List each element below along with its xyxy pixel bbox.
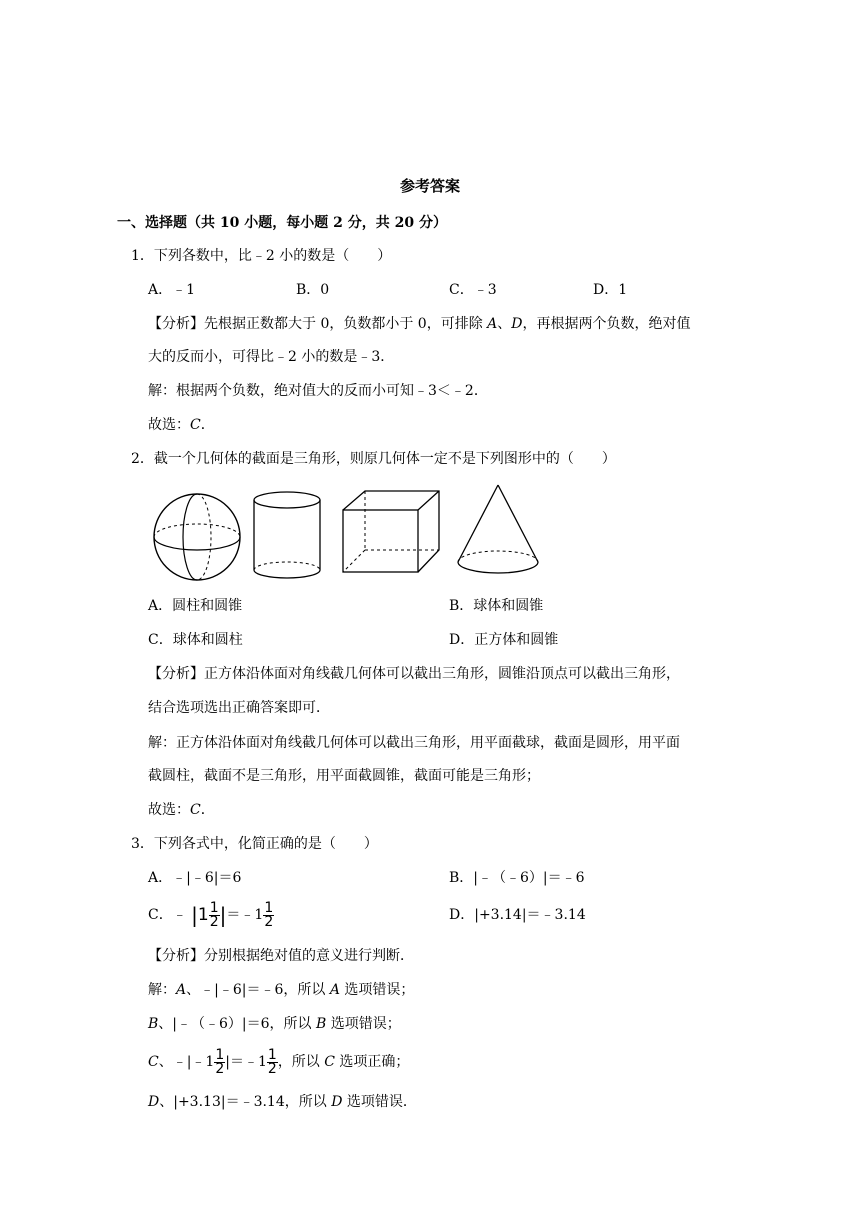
q2-option-a: A．圆柱和圆锥 <box>148 598 243 614</box>
cone-figure <box>454 482 542 578</box>
cylinder-figure <box>250 490 326 582</box>
q3-solution-a: 解：A、﹣|﹣6|＝﹣6，所以 A 选项错误； <box>148 982 415 998</box>
q3-solution-b: B、|﹣（﹣6）|＝6，所以 B 选项错误； <box>148 1016 401 1032</box>
sphere-figure <box>150 492 246 582</box>
q2-solution-line2: 截圆柱，截面不是三角形，用平面截圆锥，截面可能是三角形； <box>148 768 540 784</box>
q1-stem: 1．下列各数中，比﹣2 小的数是（ ） <box>131 248 392 264</box>
section-heading: 一、选择题（共 10 小题，每小题 2 分，共 20 分） <box>117 215 447 231</box>
q2-option-b: B．球体和圆锥 <box>449 598 544 614</box>
fraction: $\frac{1}{2}$ <box>209 899 219 930</box>
q1-option-a: A．﹣1 <box>148 282 196 298</box>
cube-figure <box>340 488 444 576</box>
q2-stem: 2．截一个几何体的截面是三角形，则原几何体一定不是下列图形中的（ ） <box>131 451 616 467</box>
q2-analysis-line2: 结合选项选出正确答案即可． <box>148 700 330 716</box>
q3-option-a: A．﹣|﹣6|＝6 <box>148 870 242 886</box>
q1-answer: 故选：C． <box>148 417 215 433</box>
q3-option-c: C．﹣ |1 $\frac{1}{2}$ |＝﹣1 $\frac{1}{2}$ <box>148 899 274 930</box>
page-title: 参考答案 <box>399 177 460 195</box>
q2-option-c: C．球体和圆柱 <box>148 632 243 648</box>
q1-option-d: D．1 <box>593 282 628 298</box>
fraction: $\frac{1}{2}$ <box>267 1046 277 1077</box>
q2-option-d: D．正方体和圆锥 <box>449 632 559 648</box>
q1-option-b: B．0 <box>296 282 330 298</box>
q2-solution-line1: 解：正方体沿体面对角线截几何体可以截出三角形，用平面截球，截面是圆形，用平面 <box>148 735 680 751</box>
q1-option-c: C．﹣3 <box>449 282 497 298</box>
q3-option-b: B．|﹣（﹣6）|＝﹣6 <box>449 870 585 886</box>
q3-analysis: 【分析】分别根据绝对值的意义进行判断． <box>148 948 414 964</box>
fraction: $\frac{1}{2}$ <box>264 899 274 930</box>
q3-solution-c: C、﹣|﹣1 $\frac{1}{2}$ |＝﹣1 $\frac{1}{2}$ ，所以 C 选项正确； <box>148 1046 410 1077</box>
fraction: $\frac{1}{2}$ <box>215 1046 225 1077</box>
q2-answer: 故选：C． <box>148 802 215 818</box>
q3-stem: 3．下列各式中，化简正确的是（ ） <box>131 836 378 852</box>
q3-option-d: D．|+3.14|＝﹣3.14 <box>449 907 586 923</box>
q1-analysis-line2: 大的反而小，可得比﹣2 小的数是﹣3． <box>148 349 395 365</box>
q3-solution-d: D、|+3.13|＝﹣3.14，所以 D 选项错误． <box>148 1094 417 1110</box>
q1-analysis-line1: 【分析】先根据正数都大于 0，负数都小于 0，可排除 A、D，再根据两个负数，绝对值 <box>148 316 691 332</box>
q1-solution: 解：根据两个负数，绝对值大的反而小可知﹣3＜﹣2． <box>148 383 488 399</box>
q2-analysis-line1: 【分析】正方体沿体面对角线截几何体可以截出三角形，圆锥沿顶点可以截出三角形， <box>148 666 680 682</box>
